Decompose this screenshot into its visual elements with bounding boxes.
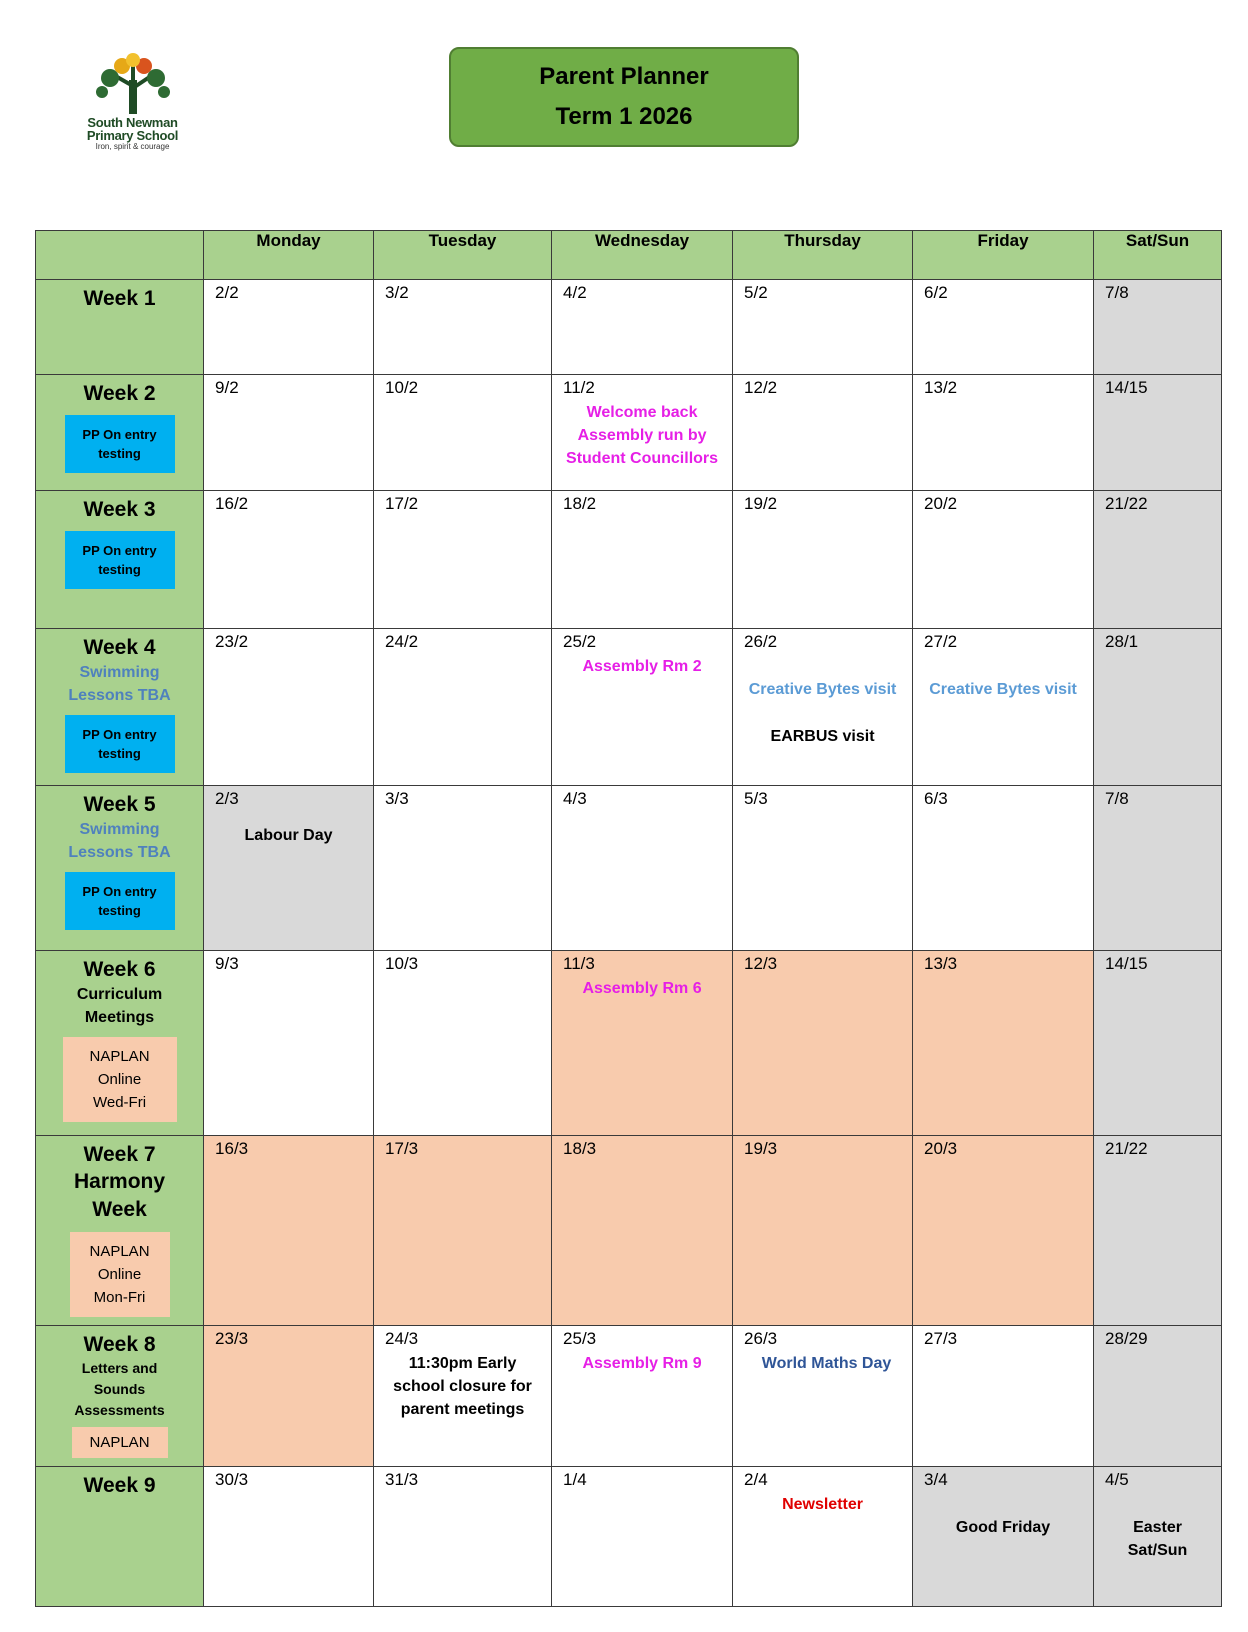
date: 9/3 (215, 954, 239, 973)
day-cell (552, 951, 733, 1136)
day-cell (204, 629, 374, 786)
date: 7/8 (1105, 789, 1129, 808)
day-cell (204, 1136, 374, 1326)
date: 19/3 (744, 1139, 778, 1158)
day-cell (913, 375, 1094, 491)
day-cell (733, 629, 913, 786)
day-cell (1094, 491, 1222, 629)
date: 5/2 (744, 283, 768, 302)
date: 28/1 (1105, 632, 1139, 651)
day-cell (552, 491, 733, 629)
school-logo (70, 52, 195, 164)
day-cell (374, 786, 552, 951)
date: 31/3 (385, 1470, 419, 1489)
pp-testing-badge: PP On entry testing (65, 872, 175, 930)
naplan-line: Mon-Fri (93, 1289, 146, 1306)
day-cell (374, 491, 552, 629)
week-row (36, 375, 1222, 491)
date: 28/29 (1105, 1329, 1148, 1348)
date: 18/2 (563, 494, 597, 513)
curriculum-meetings-note: Curriculum Meetings (76, 986, 163, 1026)
week-cell (36, 1467, 204, 1607)
day-cell (913, 1326, 1094, 1467)
day-cell (374, 1136, 552, 1326)
day-cell (913, 629, 1094, 786)
date: 3/4 (924, 1470, 948, 1489)
title-line2: Term 1 2026 (555, 103, 693, 130)
date: 14/15 (1105, 378, 1148, 397)
week-row (36, 491, 1222, 629)
naplan-line: NAPLAN (89, 1434, 150, 1451)
school-motto: Iron, spirit & courage (95, 142, 170, 151)
day-header: Tuesday (374, 231, 552, 280)
day-cell (1094, 629, 1222, 786)
event-newsletter: Newsletter (782, 1496, 863, 1513)
week-label: Week 3 (83, 498, 156, 521)
date: 25/2 (563, 632, 597, 651)
day-cell (552, 1136, 733, 1326)
day-cell (733, 1467, 913, 1607)
day-header: Thursday (733, 231, 913, 280)
week-row (36, 629, 1222, 786)
event-world-maths-day: World Maths Day (761, 1355, 892, 1372)
date: 2/3 (215, 789, 239, 808)
week-cell (36, 951, 204, 1136)
day-cell (552, 375, 733, 491)
day-cell (1094, 1136, 1222, 1326)
day-cell (913, 951, 1094, 1136)
date: 3/3 (385, 789, 409, 808)
naplan-line: Online (97, 1266, 142, 1283)
day-cell (1094, 786, 1222, 951)
day-cell (374, 1326, 552, 1467)
day-header: Wednesday (552, 231, 733, 280)
date: 26/2 (744, 632, 778, 651)
date: 30/3 (215, 1470, 249, 1489)
date: 5/3 (744, 789, 768, 808)
naplan-line: Online (97, 1071, 142, 1088)
week-cell (36, 1326, 204, 1467)
day-cell (374, 629, 552, 786)
date: 6/2 (924, 283, 948, 302)
header-row (36, 231, 1222, 280)
day-cell (204, 280, 374, 375)
event-welcome-assembly: Welcome back Assembly run by Student Councillors (566, 404, 719, 467)
date: 27/3 (924, 1329, 958, 1348)
naplan-badge (72, 1427, 168, 1458)
naplan-badge (70, 1232, 170, 1317)
week-row (36, 951, 1222, 1136)
week-label: Week 5 (83, 793, 156, 816)
date: 11/2 (563, 378, 595, 397)
week-cell (36, 280, 204, 375)
day-cell (204, 951, 374, 1136)
week-label: Week 2 (83, 382, 156, 405)
week-row (36, 280, 1222, 375)
week-cell (36, 375, 204, 491)
week-label: Week 4 (83, 636, 156, 659)
week-label: Week 9 (83, 1474, 156, 1497)
week-cell (36, 1136, 204, 1326)
date: 25/3 (563, 1329, 597, 1348)
day-cell (1094, 280, 1222, 375)
week-cell (36, 491, 204, 629)
date: 16/2 (215, 494, 249, 513)
event-assembly: Assembly Rm 2 (582, 658, 702, 675)
event-creative-bytes: Creative Bytes visit (748, 681, 897, 698)
pp-testing-badge: PP On entry testing (65, 715, 175, 773)
date: 2/4 (744, 1470, 768, 1489)
pp-testing-badge: PP On entry testing (65, 415, 175, 473)
event-earbus: EARBUS visit (770, 728, 875, 745)
date: 10/3 (385, 954, 419, 973)
swimming-lessons-note: Swimming Lessons TBA (68, 664, 171, 704)
date: 11/3 (563, 954, 595, 973)
date: 17/3 (385, 1139, 419, 1158)
day-header: Friday (913, 231, 1094, 280)
date: 21/22 (1105, 1139, 1148, 1158)
date: 13/2 (924, 378, 958, 397)
day-cell (1094, 1326, 1222, 1467)
date: 17/2 (385, 494, 419, 513)
date: 20/3 (924, 1139, 958, 1158)
school-name-line2: Primary School (86, 128, 179, 143)
date: 9/2 (215, 378, 239, 397)
week-label: Week 7 (83, 1143, 156, 1166)
date: 24/3 (385, 1329, 419, 1348)
date: 4/2 (563, 283, 587, 302)
naplan-badge (63, 1037, 177, 1122)
date: 6/3 (924, 789, 948, 808)
week-label: Week 6 (83, 958, 156, 981)
day-cell (204, 786, 374, 951)
date: 12/3 (744, 954, 778, 973)
date: 1/4 (563, 1470, 587, 1489)
week-cell (36, 786, 204, 951)
date: 26/3 (744, 1329, 778, 1348)
date: 4/3 (563, 789, 587, 808)
date: 13/3 (924, 954, 958, 973)
date: 20/2 (924, 494, 958, 513)
week-row (36, 786, 1222, 951)
day-cell (733, 375, 913, 491)
day-cell (733, 280, 913, 375)
day-cell (204, 375, 374, 491)
date: 16/3 (215, 1139, 249, 1158)
planner-title (449, 47, 799, 147)
day-cell (913, 786, 1094, 951)
day-cell (913, 280, 1094, 375)
date: 7/8 (1105, 283, 1129, 302)
day-cell (913, 1136, 1094, 1326)
day-cell (733, 1326, 913, 1467)
week-label: Week 1 (83, 287, 156, 310)
planner-table (35, 230, 1222, 1607)
date: 19/2 (744, 494, 778, 513)
school-name-line1: South Newman (87, 115, 178, 130)
date: 24/2 (385, 632, 419, 651)
day-cell (552, 629, 733, 786)
date: 4/5 (1105, 1470, 1129, 1489)
day-cell (1094, 951, 1222, 1136)
day-cell (374, 1467, 552, 1607)
day-cell (1094, 1467, 1222, 1607)
event-labour-day: Labour Day (244, 827, 333, 844)
week-cell (36, 629, 204, 786)
corner-cell (36, 231, 204, 280)
date: 2/2 (215, 283, 239, 302)
week-row (36, 1467, 1222, 1607)
day-cell (374, 375, 552, 491)
date: 3/2 (385, 283, 409, 302)
naplan-line: NAPLAN (89, 1243, 150, 1260)
hands-tree-icon (90, 52, 176, 116)
day-cell (552, 1326, 733, 1467)
day-cell (204, 1467, 374, 1607)
day-cell (374, 280, 552, 375)
day-cell (733, 1136, 913, 1326)
day-header: Monday (204, 231, 374, 280)
event-assembly: Assembly Rm 6 (582, 980, 702, 997)
event-early-closure: 11:30pm Early school closure for parent meetings (393, 1355, 532, 1418)
date: 23/3 (215, 1329, 249, 1348)
pp-testing-badge: PP On entry testing (65, 531, 175, 589)
date: 23/2 (215, 632, 249, 651)
day-cell (733, 951, 913, 1136)
day-cell (733, 786, 913, 951)
date: 14/15 (1105, 954, 1148, 973)
title-line1: Parent Planner (539, 63, 709, 90)
day-cell (1094, 375, 1222, 491)
swimming-lessons-note: Swimming Lessons TBA (68, 821, 171, 861)
week-row (36, 1326, 1222, 1467)
date: 10/2 (385, 378, 419, 397)
day-cell (552, 280, 733, 375)
day-cell (913, 491, 1094, 629)
day-cell (552, 786, 733, 951)
event-good-friday: Good Friday (955, 1519, 1051, 1536)
event-assembly: Assembly Rm 9 (582, 1355, 702, 1372)
date: 27/2 (924, 632, 958, 651)
letters-sounds-note: Letters and Sounds Assessments (74, 1360, 165, 1418)
day-cell (733, 491, 913, 629)
date: 21/22 (1105, 494, 1148, 513)
naplan-line: NAPLAN (89, 1048, 150, 1065)
week-label: Week 8 (83, 1333, 156, 1356)
day-cell (374, 951, 552, 1136)
week-row (36, 1136, 1222, 1326)
day-cell (204, 1326, 374, 1467)
naplan-line: Wed-Fri (92, 1094, 147, 1111)
day-cell (204, 491, 374, 629)
event-easter: Easter Sat/Sun (1127, 1519, 1188, 1559)
date: 12/2 (744, 378, 778, 397)
day-header: Sat/Sun (1094, 231, 1222, 280)
harmony-week-note: Harmony Week (74, 1170, 166, 1221)
day-cell (552, 1467, 733, 1607)
event-creative-bytes: Creative Bytes visit (929, 681, 1077, 698)
date: 18/3 (563, 1139, 597, 1158)
day-cell (913, 1467, 1094, 1607)
